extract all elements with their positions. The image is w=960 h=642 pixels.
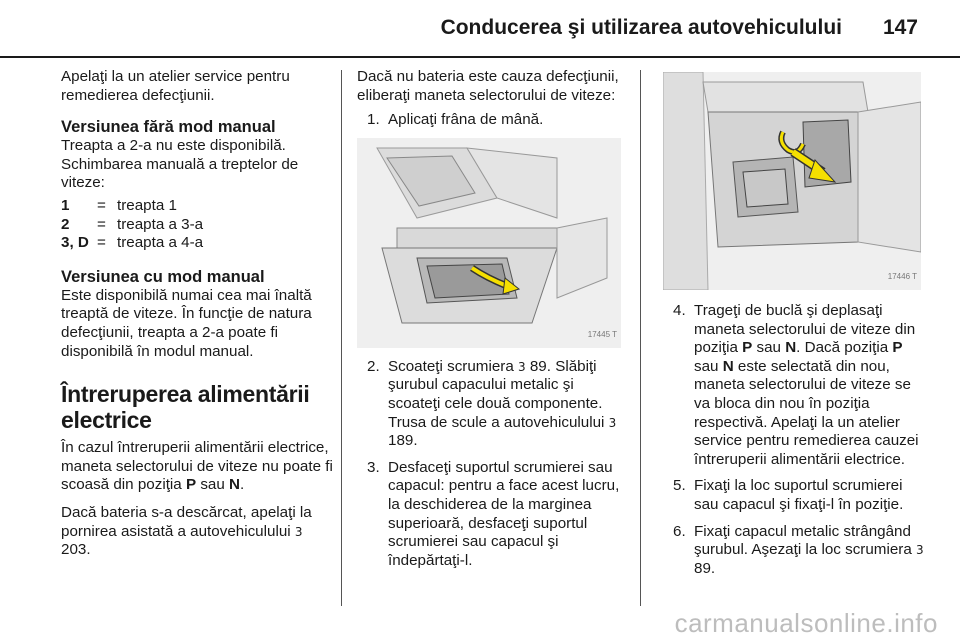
page-header <box>0 0 960 58</box>
gear-equals: = <box>97 196 106 214</box>
main-heading: Întreruperea alimentării electrice <box>61 381 310 434</box>
step-number: 1. <box>367 111 380 129</box>
step-text: Aplicaţi frâna de mână. <box>388 111 544 129</box>
page-ref-icon: 3 <box>517 359 526 374</box>
gear-equals: = <box>97 234 106 252</box>
step-item <box>357 111 627 130</box>
gear-row <box>61 216 333 235</box>
header-rule <box>0 56 960 58</box>
figure-selector-release <box>663 72 921 290</box>
ashtray-illustration <box>357 138 621 348</box>
step-number: 5. <box>673 477 686 495</box>
gear-table <box>61 197 333 253</box>
step-text: Trageţi de buclă şi deplasaţi maneta selectorului de viteze din poziţia P sau N. Dacă poziţia P sau N este selectată din nou, maneta selectorului de viteze se va bloca din nou în poziţia respectivă. Apelaţi la un atelier service pentru remedierea cauzei întreruperii alimentării electrice. <box>694 302 919 468</box>
paragraph: Treapta a 2-a nu este disponibilă. <box>61 137 286 155</box>
column-divider <box>341 70 342 606</box>
page-ref-icon: 3 <box>916 543 924 558</box>
gear-key: 2 <box>61 215 70 233</box>
step-number: 4. <box>673 302 686 319</box>
paragraph: În cazul întreruperii alimentării electrice, maneta selectorului de viteze nu poate fi scoasă din poziţia P sau N. <box>61 439 333 494</box>
figure-code: 17445 T <box>587 330 617 340</box>
paragraph: Schimbarea manuală a treptelor de viteze: <box>61 155 299 192</box>
paragraph: Este disponibilă numai cea mai înaltă treaptă de viteze. În funcţie de natura defecţiunii, treapta a 2-a poate fi disponibilă în modul manual. <box>61 286 312 360</box>
gear-key: 3, D <box>61 234 89 252</box>
step-item <box>663 302 925 469</box>
step-text: Fixaţi la loc suportul scrumierei sau capacul şi fixaţi-l în poziţie. <box>694 477 904 513</box>
page-ref[interactable]: 89. <box>694 559 716 577</box>
page-ref[interactable]: 189. <box>388 432 418 450</box>
step-text: Desfaceţi suportul scrumierei sau capacul: pentru a face acest lucru, la deschiderea de la marginea superioară, desfaceţi suportul scrumierei sau capacul şi îndepărtaţi-l. <box>388 458 620 569</box>
column-1 <box>61 68 333 569</box>
release-loop-illustration <box>663 72 921 290</box>
section-heading: Versiunea cu mod manual <box>61 267 265 286</box>
gear-value: treapta 1 <box>117 196 177 214</box>
position-n: N <box>229 476 240 494</box>
step-text: Fixaţi capacul metalic strângând şurubul. Aşezaţi la loc scrumiera 3 89. <box>694 522 924 577</box>
figure-ashtray <box>357 138 621 348</box>
paragraph: Dacă nu bateria este cauza defecţiunii, eliberaţi maneta selectorului de viteze: <box>357 68 619 104</box>
page-number: 147 <box>882 16 918 39</box>
step-item <box>663 477 925 514</box>
step-number: 6. <box>673 522 686 540</box>
chapter-title: Conducerea şi utilizarea autovehiculului <box>440 16 842 39</box>
intro-paragraph: Apelaţi la un atelier service pentru remedierea defecţiunii. <box>61 68 290 104</box>
gear-row <box>61 234 333 253</box>
step-item <box>357 358 627 451</box>
column-2 <box>357 68 627 578</box>
watermark: carmanualsonline.info <box>674 608 938 638</box>
gear-value: treapta a 4-a <box>117 234 204 252</box>
gear-value: treapta a 3-a <box>117 215 204 233</box>
paragraph: Dacă bateria s-a descărcat, apelaţi la pornirea asistată a autovehiculului 3 203. <box>61 503 312 559</box>
gear-row <box>61 197 333 216</box>
step-number: 2. <box>367 357 380 375</box>
column-divider <box>640 70 641 606</box>
step-item <box>357 459 627 571</box>
gear-equals: = <box>97 215 106 233</box>
figure-code: 17446 T <box>887 272 917 282</box>
step-number: 3. <box>367 458 380 476</box>
column-3 <box>663 68 925 586</box>
gear-key: 1 <box>61 196 70 214</box>
position-p: P <box>185 476 197 494</box>
step-item <box>663 523 925 579</box>
step-text: Scoateţi scrumiera 3 89. Slăbiţi şurubul capacului metalic şi scoateţi cele două componente. Trusa de scule a autovehiculului 3 189. <box>388 357 617 450</box>
section-heading: Versiunea fără mod manual <box>61 118 276 137</box>
page-ref-icon: 3 <box>608 415 617 430</box>
page-ref-icon: 3 <box>294 524 303 539</box>
page-ref[interactable]: 203. <box>61 541 91 559</box>
